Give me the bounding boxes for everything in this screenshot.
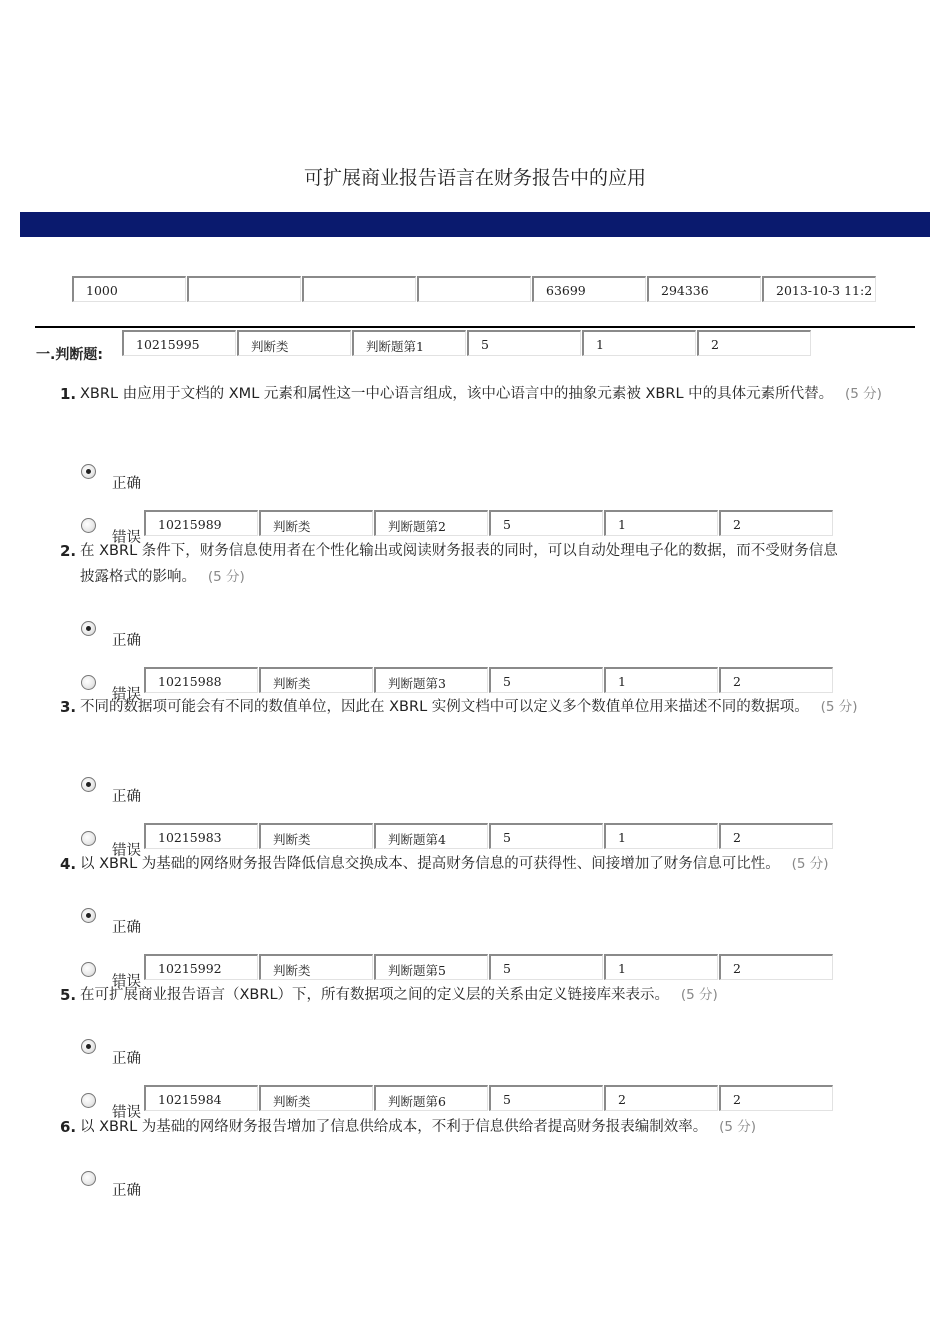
text-field[interactable]: 判断类 (259, 1085, 373, 1111)
radio-true[interactable] (81, 908, 96, 923)
text-field[interactable]: 2 (719, 667, 833, 693)
question-line: 在 XBRL 条件下，财务信息使用者在个性化输出或阅读财务报表的同时，可以自动处理电子化的数据，而不受财务信息 (80, 543, 838, 559)
question-line: 以 XBRL 为基础的网络财务报告增加了信息供给成本，不利于信息供给者提高财务报表编制效率。 (80, 1119, 700, 1135)
question-score: (5 分) (845, 386, 882, 402)
text-field[interactable]: 1000 (72, 276, 186, 302)
radio-selected-dot (86, 469, 91, 474)
text-field[interactable]: 1 (604, 954, 718, 980)
section-label: 一.判断题: (36, 347, 103, 363)
text-field[interactable]: 判断类 (259, 510, 373, 536)
radio-selected-dot (86, 1044, 91, 1049)
text-field[interactable]: 判断题第2 (374, 510, 488, 536)
text-field[interactable]: 1 (582, 330, 696, 356)
radio-false[interactable] (81, 518, 96, 533)
text-field[interactable] (302, 276, 416, 302)
question-score: (5 分) (791, 856, 829, 872)
text-field[interactable]: 判断题第5 (374, 954, 488, 980)
divider (35, 326, 915, 328)
page-title: 可扩展商业报告语言在财务报告中的应用 (303, 167, 646, 189)
question-number: 5. (60, 986, 77, 1004)
question-score: (5 分) (207, 569, 245, 585)
text-field[interactable]: 10215995 (122, 330, 236, 356)
question-number: 4. (60, 855, 77, 873)
text-field[interactable]: 判断类 (237, 330, 351, 356)
question-line: 以 XBRL 为基础的网络财务报告降低信息交换成本、提高财务信息的可获得性、间接增加了财务信息可比性。 (80, 856, 773, 872)
question-number: 6. (60, 1118, 77, 1136)
text-field[interactable]: 10215989 (144, 510, 258, 536)
question-text (80, 694, 920, 720)
question-score: (5 分) (680, 987, 718, 1003)
question-line: 不同的数据项可能会有不同的数值单位，因此在 XBRL 实例文档中可以定义多个数值单位用来描述不同的数据项。 (80, 699, 802, 715)
radio-true[interactable] (81, 1171, 96, 1186)
option-label-true[interactable]: 正确 (112, 1051, 141, 1067)
option-label-true[interactable]: 正确 (112, 1183, 141, 1199)
question-text (80, 982, 920, 1008)
text-field[interactable]: 294336 (647, 276, 761, 302)
question-text (80, 851, 920, 877)
text-field[interactable]: 判断类 (259, 823, 373, 849)
radio-true[interactable] (81, 777, 96, 792)
header-banner (20, 212, 930, 237)
option-label-false[interactable]: 错误 (112, 687, 141, 703)
text-field[interactable]: 判断题第3 (374, 667, 488, 693)
radio-false[interactable] (81, 1093, 96, 1108)
option-label-false[interactable]: 错误 (112, 843, 141, 859)
text-field[interactable]: 2013-10-3 11:2 (762, 276, 876, 302)
question-text (80, 1114, 920, 1140)
text-field[interactable]: 判断类 (259, 954, 373, 980)
option-label-true[interactable]: 正确 (112, 789, 141, 805)
question-number: 3. (60, 698, 77, 716)
text-field[interactable]: 2 (719, 1085, 833, 1111)
option-label-false[interactable]: 错误 (112, 974, 141, 990)
text-field[interactable]: 1 (604, 510, 718, 536)
text-field[interactable]: 10215992 (144, 954, 258, 980)
radio-false[interactable] (81, 675, 96, 690)
text-field[interactable]: 判断题第6 (374, 1085, 488, 1111)
question-line: XBRL 由应用于文档的 XML 元素和属性这一中心语言组成，该中心语言中的抽象元素被 XBRL 中的具体元素所代替。 (80, 386, 826, 402)
text-field[interactable]: 10215988 (144, 667, 258, 693)
radio-true[interactable] (81, 1039, 96, 1054)
option-label-true[interactable]: 正确 (112, 920, 141, 936)
text-field[interactable]: 1 (604, 823, 718, 849)
text-field[interactable] (187, 276, 301, 302)
text-field[interactable]: 5 (489, 1085, 603, 1111)
question-score: (5 分) (820, 699, 858, 715)
text-field[interactable]: 1 (604, 667, 718, 693)
text-field[interactable]: 判断题第4 (374, 823, 488, 849)
text-field[interactable]: 2 (719, 823, 833, 849)
text-field[interactable]: 判断类 (259, 667, 373, 693)
radio-false[interactable] (81, 962, 96, 977)
option-label-false[interactable]: 错误 (112, 1105, 141, 1121)
option-label-false[interactable]: 错误 (112, 530, 141, 546)
text-field[interactable]: 5 (489, 954, 603, 980)
radio-true[interactable] (81, 464, 96, 479)
text-field[interactable]: 5 (489, 823, 603, 849)
question-text (80, 381, 920, 407)
text-field[interactable]: 10215984 (144, 1085, 258, 1111)
radio-selected-dot (86, 626, 91, 631)
radio-selected-dot (86, 913, 91, 918)
question-score: (5 分) (719, 1119, 757, 1135)
radio-true[interactable] (81, 621, 96, 636)
text-field[interactable] (417, 276, 531, 302)
question-line: 披露格式的影响。 (80, 569, 189, 585)
text-field[interactable]: 5 (467, 330, 581, 356)
text-field[interactable]: 2 (604, 1085, 718, 1111)
text-field[interactable]: 2 (719, 510, 833, 536)
question-line: 在可扩展商业报告语言（XBRL）下，所有数据项之间的定义层的关系由定义链接库来表示。 (80, 987, 662, 1003)
option-label-true[interactable]: 正确 (112, 476, 141, 492)
text-field[interactable]: 2 (697, 330, 811, 356)
text-field[interactable]: 判断题第1 (352, 330, 466, 356)
question-text (80, 538, 920, 590)
question-number: 2. (60, 542, 77, 560)
text-field[interactable]: 5 (489, 667, 603, 693)
option-label-true[interactable]: 正确 (112, 633, 141, 649)
text-field[interactable]: 2 (719, 954, 833, 980)
text-field[interactable]: 10215983 (144, 823, 258, 849)
text-field[interactable]: 63699 (532, 276, 646, 302)
radio-selected-dot (86, 782, 91, 787)
text-field[interactable]: 5 (489, 510, 603, 536)
radio-false[interactable] (81, 831, 96, 846)
question-number: 1. (60, 385, 77, 403)
